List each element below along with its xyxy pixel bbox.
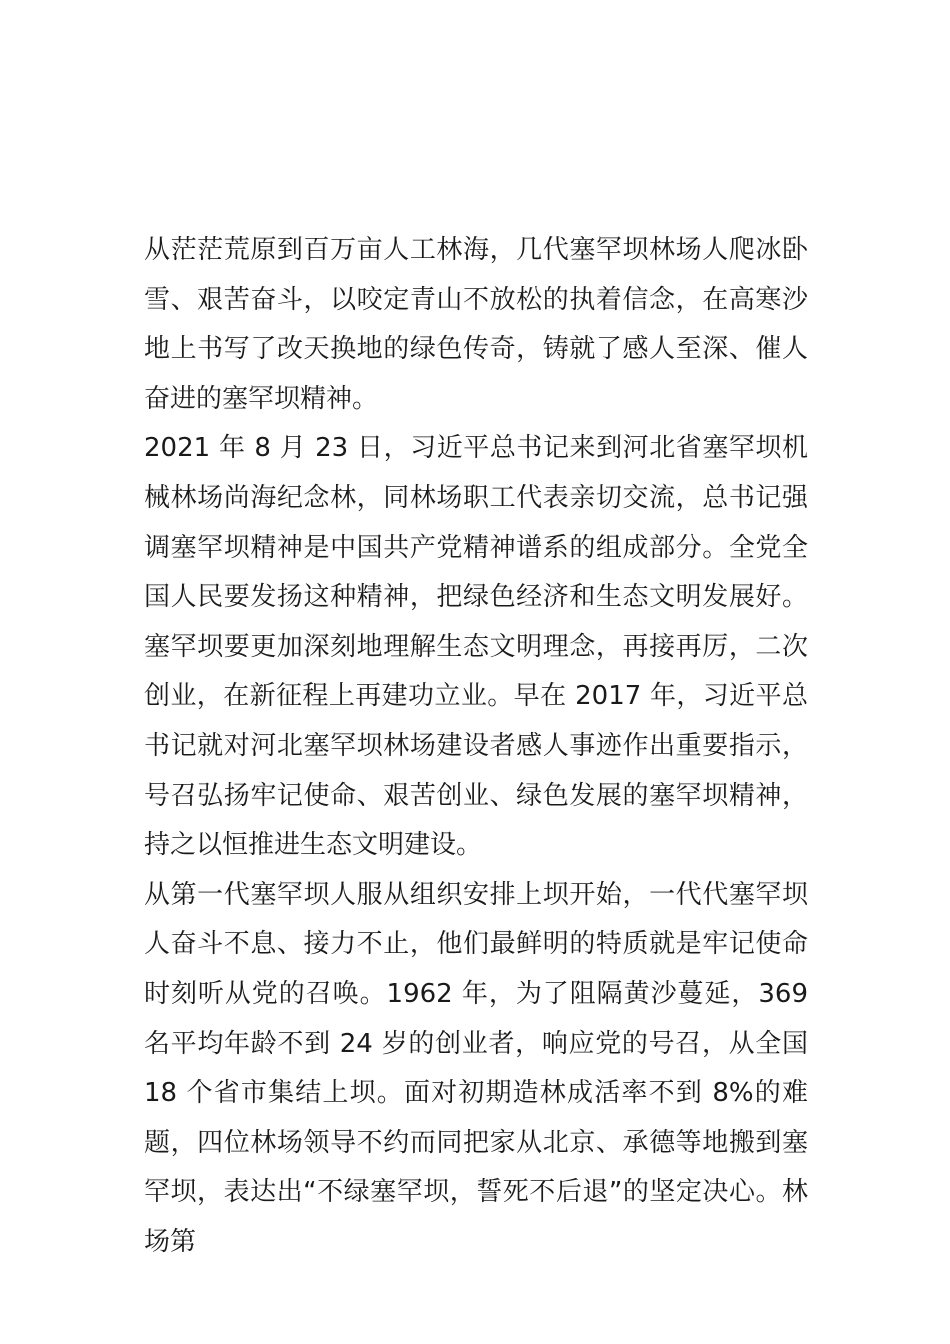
document-body	[144, 226, 808, 1267]
paragraph-2: 2021 年 8 月 23 日，习近平总书记来到河北省塞罕坝机械林场尚海纪念林，同林场职工代表亲切交流，总书记强调塞罕坝精神是中国共产党精神谱系的组成部分。全党全国人民要发扬这种精神，把绿色经济和生态文明发展好。塞罕坝要更加深刻地理解生态文明理念，再接再厉，二次创业，在新征程上再建功立业。早在 2017 年，习近平总书记就对河北塞罕坝林场建设者感人事迹作出重要指示，号召弘扬牢记使命、艰苦创业、绿色发展的塞罕坝精神，持之以恒推进生态文明建设。	[144, 433, 808, 861]
paragraph-3: 从第一代塞罕坝人服从组织安排上坝开始，一代代塞罕坝人奋斗不息、接力不止，他们最鲜明的特质就是牢记使命时刻听从党的召唤。1962 年，为了阻隔黄沙蔓延，369 名平均年龄不到 24 岁的创业者，响应党的号召，从全国 18 个省市集结上坝。面对初期造林成活率不到 8%的难题，四位林场领导不约而同把家从北京、承德等地搬到塞罕坝，表达出“不绿塞罕坝，誓死不后退”的坚定决心。林场第	[144, 879, 808, 1257]
paragraph-1: 从茫茫荒原到百万亩人工林海，几代塞罕坝林场人爬冰卧雪、艰苦奋斗，以咬定青山不放松的执着信念，在高寒沙地上书写了改天换地的绿色传奇，铸就了感人至深、催人奋进的塞罕坝精神。	[144, 235, 808, 414]
